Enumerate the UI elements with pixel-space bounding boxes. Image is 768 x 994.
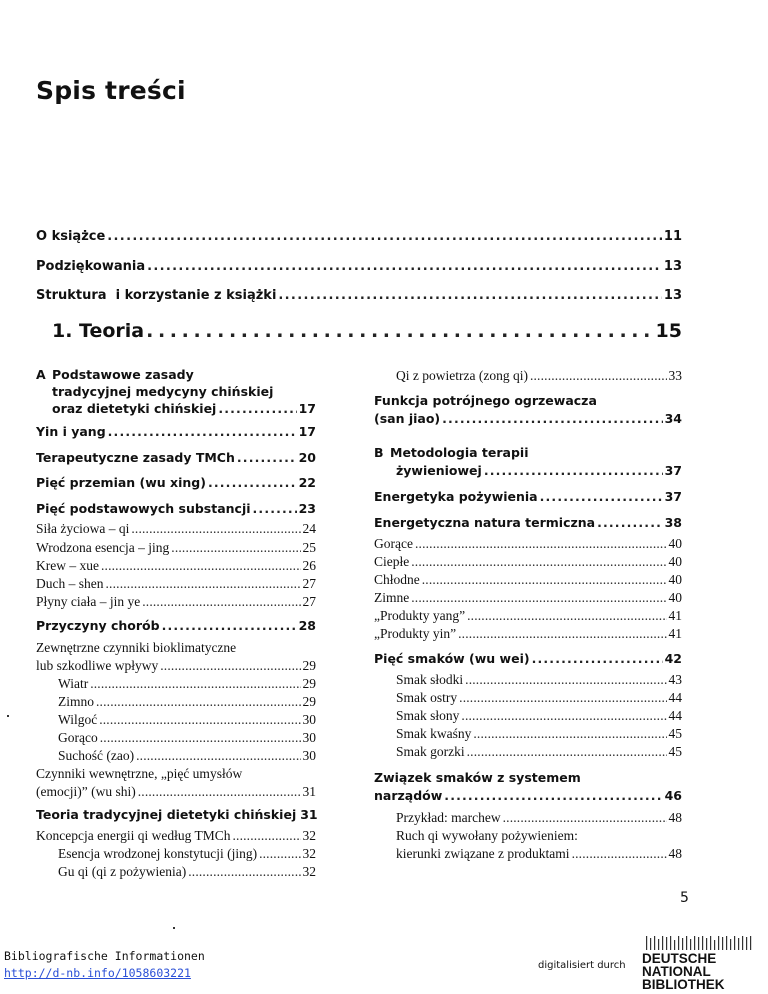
digitalized-by-label: digitalisiert durch	[538, 960, 626, 971]
leader-dots	[415, 536, 667, 552]
leader-dots	[467, 744, 667, 760]
leader-dots	[218, 401, 296, 416]
toc-entry-page: 44	[668, 690, 682, 705]
toc-entry[interactable]	[396, 708, 682, 724]
toc-entry-label: „Produkty yin”	[374, 626, 457, 641]
toc-entry-label: Wiatr	[58, 676, 89, 691]
toc-entry-label: kierunki związane z produktami	[396, 846, 570, 861]
toc-entry[interactable]	[36, 594, 316, 610]
toc-entry-label: Smak kwaśny	[396, 726, 472, 741]
leader-dots	[530, 368, 667, 384]
toc-entry[interactable]	[374, 536, 682, 552]
toc-entry-label: Gorąco	[58, 730, 98, 745]
toc-entry-label: Funkcja potrójnego ogrzewacza	[374, 393, 597, 408]
leader-dots	[411, 554, 666, 570]
toc-entry-page: 41	[668, 608, 682, 623]
toc-entry-page: 44	[668, 708, 682, 723]
logo-line-3: BIBLIOTHEK	[642, 977, 725, 992]
part-heading-page: 15	[655, 320, 682, 342]
leader-dots	[162, 618, 297, 633]
toc-entry-label: Wrodzona esencja – jing	[36, 540, 170, 555]
toc-entry-label: Ruch qi wywołany pożywieniem:	[396, 828, 578, 843]
leader-dots	[106, 576, 301, 592]
toc-entry[interactable]	[36, 618, 316, 633]
toc-entry-page: 11	[663, 229, 682, 244]
leader-dots	[422, 572, 667, 588]
toc-entry[interactable]	[36, 558, 316, 574]
toc-entry-page: 45	[668, 726, 682, 741]
bibliographic-info-link[interactable]: http://d-nb.info/1058603221	[4, 966, 191, 980]
toc-entry[interactable]	[396, 672, 682, 688]
toc-entry-label: Struktura i korzystanie z książki	[36, 288, 277, 303]
toc-entry[interactable]	[374, 770, 682, 785]
leader-dots	[160, 658, 300, 674]
toc-entry-label: Ciepłe	[374, 554, 410, 569]
toc-entry-page: 31	[302, 784, 316, 799]
leader-dots	[208, 475, 297, 490]
toc-entry-page: 33	[668, 368, 682, 383]
leader-dots	[138, 784, 301, 800]
leader-dots	[108, 424, 297, 439]
bibliographic-info-title: Bibliografische Informationen	[4, 949, 205, 963]
toc-entry-label: Przykład: marchew	[396, 810, 501, 825]
toc-entry[interactable]	[36, 424, 316, 439]
toc-entry-label: Suchość (zao)	[58, 748, 135, 763]
toc-entry[interactable]	[396, 726, 682, 742]
leader-dots	[458, 626, 666, 642]
toc-entry[interactable]	[58, 694, 316, 710]
toc-entry-label: Metodologia terapii	[390, 445, 529, 460]
toc-entry[interactable]	[374, 651, 682, 666]
toc-entry-label: Smak ostry	[396, 690, 458, 705]
toc-entry[interactable]	[36, 640, 316, 656]
toc-entry-label: Koncepcja energii qi według TMCh	[36, 828, 231, 843]
toc-entry-label: narządów	[374, 788, 443, 803]
toc-entry-label: Smak słodki	[396, 672, 464, 687]
toc-entry-page: 40	[668, 590, 682, 605]
toc-entry-label: (emocji)” (wu shi)	[36, 784, 136, 799]
leader-dots	[597, 515, 662, 530]
toc-entry-label: Esencja wrodzonej konstytucji (jing)	[58, 846, 258, 861]
toc-entry-label: Terapeutyczne zasady TMCh	[36, 450, 235, 465]
logo-line-1: DEUTSCHE	[642, 951, 717, 966]
toc-entry-page: 37	[664, 463, 682, 478]
toc-entry-page: 26	[302, 558, 316, 573]
toc-entry-page: 31	[300, 807, 318, 822]
toc-entry[interactable]	[36, 450, 316, 465]
toc-entry[interactable]	[374, 489, 682, 504]
toc-entry-page: 17	[298, 401, 316, 416]
toc-entry-page: 29	[302, 658, 316, 673]
leader-dots	[459, 690, 666, 706]
toc-entry-o-ksiazce[interactable]	[36, 229, 682, 244]
toc-entry-label: Zewnętrzne czynniki bioklimatyczne	[36, 640, 237, 655]
leader-dots	[147, 259, 662, 274]
toc-entry-page: 41	[668, 626, 682, 641]
toc-entry-label: Energetyczna natura termiczna	[374, 515, 596, 530]
toc-entry[interactable]	[58, 676, 316, 692]
toc-entry[interactable]	[36, 475, 316, 490]
toc-entry[interactable]	[396, 810, 682, 826]
leader-dots	[237, 450, 297, 465]
leader-dots	[131, 521, 300, 537]
toc-entry-page: 34	[664, 411, 682, 426]
toc-entry-label: Energetyka pożywienia	[374, 489, 538, 504]
toc-entry[interactable]	[374, 445, 682, 460]
toc-entry-label: O książce	[36, 229, 106, 244]
toc-entry-label: Smak gorzki	[396, 744, 465, 759]
toc-entry-page: 30	[302, 748, 316, 763]
toc-entry-page: 29	[302, 694, 316, 709]
toc-entry[interactable]	[374, 411, 682, 426]
toc-entry-page: 27	[302, 594, 316, 609]
toc-entry-page: 40	[668, 536, 682, 551]
toc-entry[interactable]	[58, 846, 316, 862]
toc-entry-label: Yin i yang	[36, 424, 106, 439]
toc-entry-label: Duch – shen	[36, 576, 104, 591]
page-number: 5	[680, 890, 689, 906]
toc-section-letter: B	[374, 445, 384, 460]
toc-entry-page: 13	[663, 288, 682, 303]
leader-dots	[259, 846, 300, 862]
leader-dots	[540, 489, 663, 504]
toc-entry[interactable]	[374, 393, 682, 408]
toc-entry-page: 24	[302, 521, 316, 536]
toc-entry-label: Pięć smaków (wu wei)	[374, 651, 530, 666]
toc-entry[interactable]	[374, 788, 682, 803]
toc-entry-page: 30	[302, 712, 316, 727]
leader-dots	[411, 590, 666, 606]
toc-entry[interactable]	[396, 368, 682, 384]
toc-entry-page: 28	[298, 618, 316, 633]
toc-entry-label: Zimne	[374, 590, 410, 605]
logo-line-2: NATIONAL	[642, 964, 711, 979]
toc-entry-podziekowania[interactable]	[36, 259, 682, 274]
toc-entry-label: Pięć podstawowych substancji	[36, 501, 251, 516]
leader-dots	[484, 463, 663, 478]
toc-entry[interactable]	[396, 846, 682, 862]
toc-entry[interactable]	[58, 730, 316, 746]
leader-dots	[136, 748, 300, 764]
toc-entry[interactable]	[36, 828, 316, 844]
scan-speck	[173, 927, 175, 929]
toc-entry[interactable]	[36, 367, 316, 382]
toc-entry[interactable]	[58, 712, 316, 728]
part-heading-label: 1. Teoria	[52, 320, 145, 342]
toc-entry[interactable]	[58, 864, 316, 880]
toc-entry-page: 25	[302, 540, 316, 555]
toc-entry-page: 45	[668, 744, 682, 759]
leader-dots	[461, 708, 666, 724]
leader-dots	[146, 320, 653, 342]
leader-dots	[465, 672, 666, 688]
toc-entry-page: 17	[298, 424, 316, 439]
toc-entry-page: 32	[302, 828, 316, 843]
leader-dots	[142, 594, 300, 610]
toc-entry[interactable]	[396, 828, 682, 844]
toc-entry-label: Krew – xue	[36, 558, 99, 573]
toc-entry-page: 46	[664, 788, 682, 803]
toc-entry-label: Qi z powietrza (zong qi)	[396, 368, 528, 383]
toc-entry-label: Czynniki wewnętrzne, „pięć umysłów	[36, 766, 243, 781]
toc-entry-label: Podziękowania	[36, 259, 146, 274]
toc-entry-label: Zimno	[58, 694, 94, 709]
toc-entry-label: „Produkty yang”	[374, 608, 466, 623]
toc-entry-page: 40	[668, 554, 682, 569]
toc-entry[interactable]	[36, 658, 316, 674]
toc-entry[interactable]	[36, 540, 316, 556]
toc-entry[interactable]	[36, 501, 316, 516]
toc-entry-label: żywieniowej	[396, 463, 482, 478]
leader-dots	[503, 810, 667, 826]
leader-dots	[572, 846, 667, 862]
toc-entry-page: 13	[663, 259, 682, 274]
toc-entry-label: Gu qi (qi z pożywienia)	[58, 864, 187, 879]
toc-entry[interactable]	[52, 384, 316, 399]
toc-entry-label: Wilgoć	[58, 712, 98, 727]
leader-dots	[473, 726, 666, 742]
toc-entry-label: oraz dietetyki chińskiej	[52, 401, 217, 416]
toc-entry-page: 43	[668, 672, 682, 687]
leader-dots	[188, 864, 300, 880]
leader-dots	[107, 229, 662, 244]
toc-entry[interactable]	[36, 576, 316, 592]
leader-dots	[90, 676, 300, 692]
toc-entry-label: lub szkodliwe wpływy	[36, 658, 159, 673]
toc-entry[interactable]	[374, 515, 682, 530]
toc-entry-page: 42	[664, 651, 682, 666]
toc-entry-page: 32	[302, 846, 316, 861]
toc-entry-page: 30	[302, 730, 316, 745]
toc-entry[interactable]	[374, 626, 682, 642]
leader-dots	[253, 501, 297, 516]
toc-entry-page: 37	[664, 489, 682, 504]
toc-entry-page: 20	[298, 450, 316, 465]
toc-entry[interactable]	[52, 401, 316, 416]
toc-entry[interactable]	[396, 690, 682, 706]
leader-dots	[467, 608, 666, 624]
leader-dots	[171, 540, 300, 556]
toc-entry[interactable]	[36, 766, 316, 782]
toc-entry[interactable]	[396, 463, 682, 478]
toc-entry-page: 22	[298, 475, 316, 490]
page-title: Spis treści	[36, 76, 186, 105]
toc-entry-page: 23	[298, 501, 316, 516]
dnb-logo	[640, 936, 766, 992]
toc-entry-page: 48	[668, 846, 682, 861]
leader-dots	[99, 712, 300, 728]
toc-entry-label: Podstawowe zasady	[52, 367, 194, 382]
toc-entry-label: Chłodne	[374, 572, 420, 587]
toc-entry[interactable]	[396, 744, 682, 760]
toc-entry-label: (san jiao)	[374, 411, 441, 426]
toc-entry-label: Siła życiowa – qi	[36, 521, 130, 536]
leader-dots	[532, 651, 663, 666]
toc-entry[interactable]	[36, 807, 316, 822]
toc-entry[interactable]	[36, 784, 316, 800]
toc-entry-label: Pięć przemian (wu xing)	[36, 475, 206, 490]
toc-entry-page: 38	[664, 515, 682, 530]
toc-entry-page: 29	[302, 676, 316, 691]
leader-dots	[101, 558, 301, 574]
toc-entry-struktura[interactable]	[36, 288, 682, 303]
toc-entry-label: Związek smaków z systemem	[374, 770, 581, 785]
leader-dots	[442, 411, 662, 426]
toc-entry-label: Smak słony	[396, 708, 460, 723]
leader-dots	[96, 694, 301, 710]
toc-entry-label: Teoria tradycyjnej dietetyki chińskiej	[36, 807, 297, 822]
leader-dots	[232, 828, 300, 844]
toc-entry[interactable]	[374, 572, 682, 588]
bibliographic-info	[4, 948, 205, 982]
toc-entry-label: tradycyjnej medycyny chińskiej	[52, 384, 274, 399]
part-heading-teoria[interactable]	[52, 320, 682, 342]
leader-dots	[444, 788, 662, 803]
toc-entry[interactable]	[36, 521, 316, 537]
toc-entry[interactable]	[58, 748, 316, 764]
toc-entry-label: Gorące	[374, 536, 413, 551]
toc-entry-label: Płyny ciała – jin ye	[36, 594, 141, 609]
toc-entry[interactable]	[374, 590, 682, 606]
toc-entry-page: 48	[668, 810, 682, 825]
scan-speck	[7, 715, 9, 717]
leader-dots	[278, 288, 662, 303]
toc-entry[interactable]	[374, 554, 682, 570]
leader-dots	[100, 730, 301, 746]
toc-entry-page: 40	[668, 572, 682, 587]
toc-section-letter: A	[36, 367, 46, 382]
toc-entry-page: 32	[302, 864, 316, 879]
toc-entry-page: 27	[302, 576, 316, 591]
toc-entry-label: Przyczyny chorób	[36, 618, 160, 633]
toc-entry[interactable]	[374, 608, 682, 624]
